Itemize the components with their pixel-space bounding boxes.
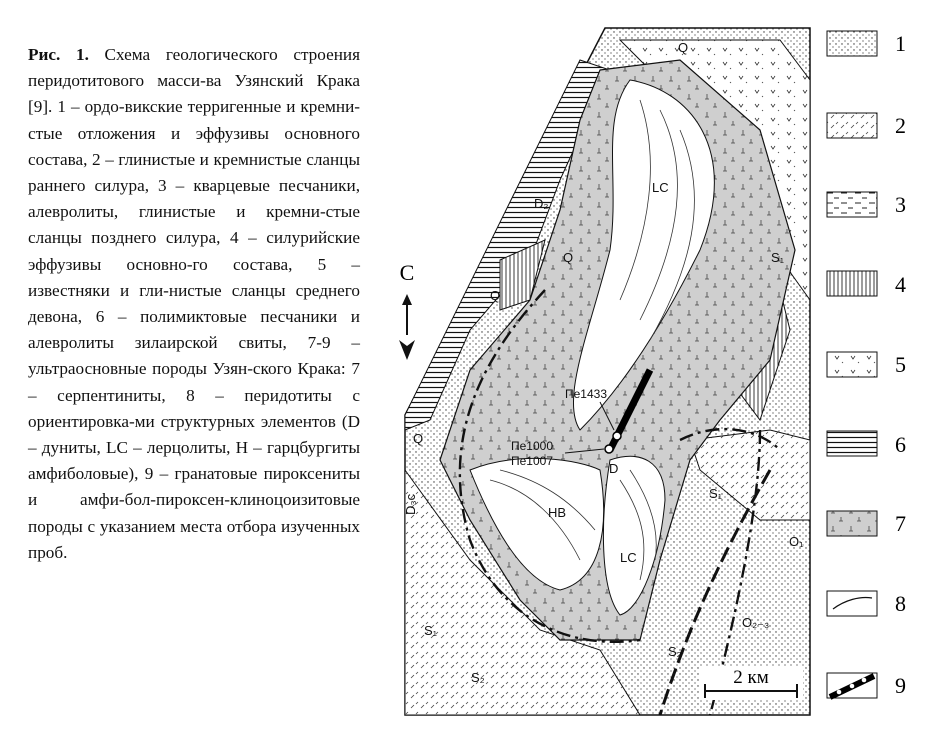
legend-swatch-7 xyxy=(827,511,877,536)
label-s2-southeast: S₂ xyxy=(668,644,682,659)
label-s2-south: S₂ xyxy=(471,670,485,685)
legend-num-2: 2 xyxy=(895,113,906,138)
label-s1-northeast: S₁ xyxy=(771,250,785,265)
north-letter: С xyxy=(399,260,415,285)
label-o23: O₂₋₃ xyxy=(742,615,770,630)
legend-num-5: 5 xyxy=(895,352,906,377)
legend-num-4: 4 xyxy=(895,272,906,297)
legend-num-1: 1 xyxy=(895,31,906,56)
label-s1-southwest: S₁ xyxy=(424,623,438,638)
legend-num-7: 7 xyxy=(895,511,906,536)
label-d3c: D₃c xyxy=(403,493,418,515)
north-arrow xyxy=(399,260,415,360)
scale-bar xyxy=(699,666,803,700)
legend-swatch-1 xyxy=(827,31,877,56)
legend-swatch-8 xyxy=(827,591,877,616)
sample-point-1433 xyxy=(613,432,621,440)
sample-point-1000 xyxy=(605,445,613,453)
label-s1-east: S₁ xyxy=(709,486,723,501)
legend-swatch-2 xyxy=(827,113,877,138)
label-q-west-2: Q xyxy=(490,288,501,303)
legend-num-6: 6 xyxy=(895,432,906,457)
legend-swatch-3 xyxy=(827,192,877,217)
sample-label-1000: Пе1000 xyxy=(511,439,553,453)
sample-label-1007: Пе1007 xyxy=(511,454,553,468)
label-q-north: Q xyxy=(678,40,689,55)
sample-label-1433: Пе1433 xyxy=(565,387,607,401)
caption-text: Схема геологического строения перидотитового масси-ва Узянский Крака [9]. 1 – ордо-викские терригенные и кремни-стые отложения и эффузивы основного состава, 2 – глинистые и кремнистые сланцы раннего силура, 3 – кварцевые песчаники, алевролиты, глинистые и кремни-стые сланцы позднего силура, 4 – силурийские эффузивы основно-го состава, 5 – известняки и гли-нистые сланцы среднего девона, 6 – полимиктовые песчаники и алевролиты зилаирской свиты, 7-9 – ультраосновные породы Узян-ского Крака: 7 – серпентиниты, 8 – перидотиты с ориентировка-ми структурных элементов (D – дуниты, LC – лерцолиты, H – гарцбургиты амфиболовые), 9 – гранатовые пироксениты и амфи-бол-пироксен-клиноцоизитовые породы с указанием места отбора изученных проб. xyxy=(28,45,361,562)
legend-num-9: 9 xyxy=(895,673,906,698)
legend-num-8: 8 xyxy=(895,591,906,616)
label-q-southwest: Q xyxy=(413,431,424,446)
label-q-west: Q xyxy=(563,250,574,265)
legend-swatch-4 xyxy=(827,271,877,296)
map-body xyxy=(405,28,810,715)
label-lc-north: LC xyxy=(652,180,669,195)
label-hb: HB xyxy=(548,505,567,520)
legend-swatch-6 xyxy=(827,431,877,456)
legend xyxy=(827,31,906,698)
label-lc-south: LC xyxy=(620,550,637,565)
scale-bar-label: 2 км xyxy=(733,667,769,688)
label-d-dunite: D xyxy=(609,461,619,476)
legend-num-3: 3 xyxy=(895,192,906,217)
label-d2: D₂ xyxy=(534,196,549,211)
caption-label: Рис. 1. xyxy=(28,45,89,64)
legend-swatch-5 xyxy=(827,352,877,377)
label-o1: O₁ xyxy=(789,534,804,549)
